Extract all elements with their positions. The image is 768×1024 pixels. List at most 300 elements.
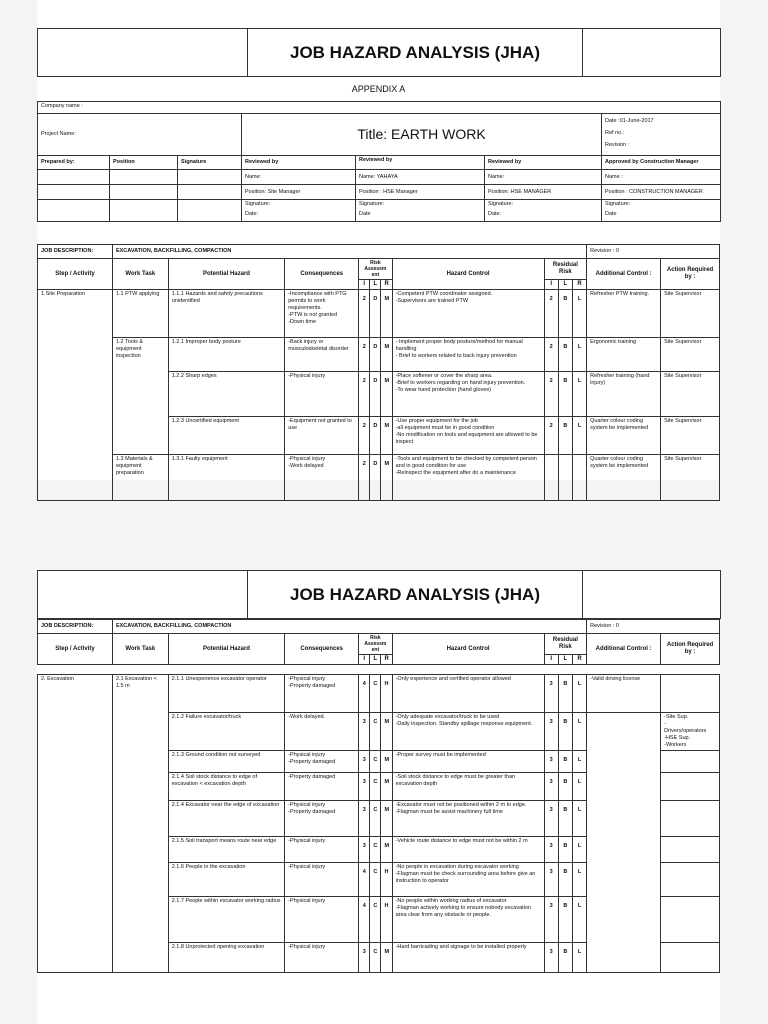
cell-l: [370, 837, 381, 863]
approved-by-label: Approved by Construction Manager: [602, 156, 721, 170]
date-label: Date: [605, 211, 617, 217]
cell-add: [587, 290, 661, 338]
cell-action: [661, 751, 720, 773]
cell-cons: [285, 372, 359, 417]
cell-l: [370, 897, 381, 943]
cell-text: 2.1.8 Unprotected opening excavation: [171, 944, 265, 950]
col-res-r: R: [572, 280, 586, 290]
doc-revision: Revision :: [605, 142, 630, 148]
cell-text: M: [384, 461, 390, 467]
cell-r: [381, 372, 392, 417]
cell-text: 2: [362, 461, 366, 467]
cell-add: [587, 713, 661, 973]
cell-cons: [285, 455, 359, 501]
cell-rr: [572, 863, 586, 897]
cell-r: [381, 801, 392, 837]
cell-action: [661, 455, 720, 501]
cell-text: 2: [549, 378, 553, 384]
cell-action: [661, 372, 720, 417]
cell-hazard: [168, 943, 285, 973]
cell-text: -Proper survey must be implemented: [395, 752, 486, 758]
cell-rr: [572, 773, 586, 801]
cell-text: B: [563, 949, 568, 955]
cell-rl: [558, 290, 572, 338]
cell-action: [661, 713, 720, 751]
cell-ri: [544, 713, 558, 751]
cell-text: B: [563, 807, 568, 813]
cell-rl: [558, 943, 572, 973]
col-res-r-2: R: [572, 655, 586, 665]
sig-label: Signature:: [245, 201, 271, 207]
cell-task: [112, 338, 168, 455]
cell-hazard: [168, 773, 285, 801]
cell-text: D: [373, 423, 378, 429]
cell-text: M: [384, 757, 390, 763]
col-consequences: Consequences: [285, 259, 359, 290]
cell-l: [370, 713, 381, 751]
cell-rl: [558, 837, 572, 863]
cell-text: -Vehicle route distance to edge must not be within 2 m: [395, 838, 528, 844]
cell-text: 1.2 Tools & equipment inspection: [115, 339, 145, 359]
cell-i: [359, 897, 370, 943]
cell-ri: [544, 863, 558, 897]
cell-text: 2: [549, 344, 553, 350]
cell-text: -Competent PTW coordinator assigned. -Supervisors are trained PTW: [395, 291, 493, 304]
cell-step: [38, 675, 113, 973]
cell-rl: [558, 372, 572, 417]
cell-text: L: [577, 843, 582, 849]
cell-text: C: [373, 869, 378, 875]
cell-action: [661, 897, 720, 943]
cell-action: [661, 943, 720, 973]
cell-text: Quarter colour coding system be implemented: [590, 418, 649, 431]
cell-rr: [572, 455, 586, 501]
cell-r: [381, 417, 392, 455]
cell-add: [587, 372, 661, 417]
cell-text: 2: [549, 423, 553, 429]
col-residual-risk: Residual Risk: [544, 259, 587, 280]
cell-control: [392, 751, 544, 773]
col-i: I: [359, 280, 370, 290]
reviewer-3-signature: [485, 200, 602, 222]
cell-control: [392, 773, 544, 801]
cell-text: C: [373, 757, 378, 763]
cell-l: [370, 675, 381, 713]
cell-cons: [285, 773, 359, 801]
cell-text: M: [384, 807, 390, 813]
cell-text: 2: [549, 296, 553, 302]
cell-text: 2.1.7 People within excavator working radius: [171, 898, 281, 904]
cell-text: 3: [362, 779, 366, 785]
cell-text: M: [384, 344, 390, 350]
approver-signature: [602, 200, 721, 222]
project-name-label: Project Name:: [38, 114, 242, 156]
cell-text: 2: [362, 296, 366, 302]
cell-l: [370, 863, 381, 897]
cell-text: D: [373, 461, 378, 467]
reviewer-3-position: Position: HSE MANAGER: [485, 185, 602, 200]
sig-label: Signature:: [488, 201, 514, 207]
cell-rl: [558, 675, 572, 713]
approver-name: Name :: [602, 170, 721, 185]
appendix-label: APPENDIX A: [351, 84, 406, 94]
cell-text: B: [563, 903, 568, 909]
cell-text: -Physical injury: [288, 838, 326, 844]
doc-ref: Ref no.:: [605, 130, 625, 136]
cell-cons: [285, 837, 359, 863]
cell-text: H: [384, 869, 389, 875]
cell-text: L: [577, 869, 582, 875]
cell-text: 2: [362, 344, 366, 350]
cell-l: [370, 455, 381, 501]
cell-text: B: [563, 719, 568, 725]
cell-hazard: [168, 863, 285, 897]
cell-text: Ergonomic training: [590, 339, 637, 345]
date-label: Date: [359, 211, 371, 217]
cell-hazard: [168, 417, 285, 455]
table-row: [38, 290, 720, 338]
cell-ri: [544, 837, 558, 863]
col-step-2: Step / Activity: [38, 634, 113, 665]
cell-text: M: [384, 843, 390, 849]
cell-ri: [544, 417, 558, 455]
cell-i: [359, 751, 370, 773]
cell-l: [370, 338, 381, 372]
cell-text: D: [373, 344, 378, 350]
revision-label-2: Revision : 0: [587, 620, 720, 634]
cell-l: [370, 290, 381, 338]
signature-label: Signature: [178, 156, 242, 170]
cell-text: 3: [362, 719, 366, 725]
cell-add: [587, 675, 661, 713]
cell-hazard: [168, 801, 285, 837]
cell-text: 1.1.1 Hazards and safety precautions unidentified: [171, 291, 265, 304]
cell-text: C: [373, 779, 378, 785]
cell-ri: [544, 773, 558, 801]
cell-cons: [285, 417, 359, 455]
cell-rr: [572, 290, 586, 338]
cell-text: 2. Excavation: [41, 676, 75, 682]
cell-text: 1.1 PTW applying: [115, 291, 160, 297]
cell-action: [661, 675, 720, 713]
col-res-i: I: [544, 280, 558, 290]
cell-text: 1.Site Preparation: [41, 291, 86, 297]
cell-text: L: [577, 344, 582, 350]
cell-text: D: [373, 296, 378, 302]
cell-i: [359, 943, 370, 973]
cell-task: [112, 290, 168, 338]
cell-text: Site Supervisor: [664, 456, 702, 462]
cell-ri: [544, 455, 558, 501]
jha-table-2: [37, 619, 720, 973]
cell-text: L: [577, 378, 582, 384]
cell-text: M: [384, 779, 390, 785]
cell-text: B: [563, 869, 568, 875]
page-2: [37, 570, 720, 1024]
cell-ri: [544, 338, 558, 372]
cell-text: 4: [362, 681, 366, 687]
prepared-by-label: Prepared by:: [38, 156, 110, 170]
cell-text: C: [373, 807, 378, 813]
cell-action: [661, 801, 720, 837]
col-risk-assessment: Risk Assessm ent: [359, 259, 392, 280]
date-label: Date:: [245, 211, 259, 217]
cell-text: C: [373, 949, 378, 955]
col-potential-hazard-2: Potential Hazard: [168, 634, 285, 665]
cell-text: -Property damaged: [288, 774, 336, 780]
cell-text: H: [384, 681, 389, 687]
cell-text: -Work delayed.: [288, 714, 326, 720]
cell-text: 1.3 Materials & equipment preparation: [115, 456, 155, 476]
cell-text: L: [577, 719, 582, 725]
cell-l: [370, 773, 381, 801]
col-work-task-2: Work Task: [112, 634, 168, 665]
col-hazard-control-2: Hazard Control: [392, 634, 544, 665]
col-consequences-2: Consequences: [285, 634, 359, 665]
cell-i: [359, 417, 370, 455]
document-title: [242, 114, 602, 156]
cell-text: 2.1.4 Soil stock distance to edge of excavation < excavation depth: [171, 774, 259, 787]
cell-text: 3: [549, 807, 553, 813]
col-hazard-control: Hazard Control: [392, 259, 544, 290]
cell-rr: [572, 417, 586, 455]
job-description-label-2: JOB DESCRIPTION:: [38, 620, 113, 634]
cell-text: 2.1.1 Unexperience excavator operator: [171, 676, 267, 682]
cell-action: [661, 773, 720, 801]
job-description-label: JOB DESCRIPTION:: [38, 245, 113, 259]
cell-i: [359, 455, 370, 501]
cell-i: [359, 773, 370, 801]
cell-text: -Only experience and certified operator allowed: [395, 676, 511, 682]
cell-text: B: [563, 757, 568, 763]
cell-hazard: [168, 372, 285, 417]
cell-rr: [572, 837, 586, 863]
cell-text: -Physical injury: [288, 944, 326, 950]
cell-text: 2.1.6 People in the excavation: [171, 864, 246, 870]
cell-rl: [558, 801, 572, 837]
cell-text: 3: [362, 949, 366, 955]
table-row: [38, 338, 720, 372]
cell-rl: [558, 455, 572, 501]
cell-text: 3: [549, 869, 553, 875]
cell-rr: [572, 372, 586, 417]
cell-control: [392, 943, 544, 973]
cell-control: [392, 455, 544, 501]
cell-cons: [285, 290, 359, 338]
cell-text: 2.1.4 Excavator near the edge of excavation: [171, 802, 280, 808]
cell-rl: [558, 897, 572, 943]
cell-text: L: [577, 807, 582, 813]
cell-text: Quarter colour coding system be implemented: [590, 456, 649, 469]
page-heading-2: JOB HAZARD ANALYSIS (JHA): [248, 571, 583, 619]
cell-task: [112, 455, 168, 501]
cell-i: [359, 372, 370, 417]
cell-control: [392, 338, 544, 372]
cell-text: M: [384, 949, 390, 955]
col-res-l-2: L: [558, 655, 572, 665]
cell-text: 3: [362, 757, 366, 763]
cell-text: Refresher training (hand injury): [590, 373, 651, 386]
cell-control: [392, 801, 544, 837]
cell-text: M: [384, 719, 390, 725]
cell-hazard: [168, 675, 285, 713]
cell-l: [370, 417, 381, 455]
cell-text: -Excavator must not be positioned within 2 m to edge. -Flagman must be assist machinery full time: [395, 802, 527, 815]
cell-text: 2.1.5 Soil transport means route near edge: [171, 838, 277, 844]
cell-rr: [572, 801, 586, 837]
cell-text: B: [563, 779, 568, 785]
cell-i: [359, 338, 370, 372]
cell-rl: [558, 773, 572, 801]
cell-text: Site Supervisor: [664, 418, 702, 424]
cell-add: [587, 455, 661, 501]
cell-l: [370, 751, 381, 773]
col-potential-hazard: Potential Hazard: [168, 259, 285, 290]
col-action-required-2: Action Required by :: [661, 634, 720, 665]
reviewer-2-position: Position : HSE Manager: [356, 185, 485, 200]
cell-text: -No people in excavation during excavator working -Flagman must be check surrounding area before give an instruction to operator: [395, 864, 536, 884]
cell-text: L: [577, 296, 582, 302]
cell-text: 3: [549, 719, 553, 725]
table-row: [38, 675, 720, 713]
cell-text: 1.2.1 Improper body posture: [171, 339, 241, 345]
cell-rr: [572, 675, 586, 713]
approver-position: Position : CONSTRUCTION MANAGER: [602, 185, 721, 200]
cell-text: -Site Sup. - Drivers/operators -HSE Sup. -Workers: [664, 714, 707, 748]
cell-control: [392, 897, 544, 943]
cell-text: 3: [549, 843, 553, 849]
cell-cons: [285, 713, 359, 751]
cell-text: L: [577, 949, 582, 955]
cell-i: [359, 801, 370, 837]
cell-rr: [572, 713, 586, 751]
cell-text: 3: [362, 807, 366, 813]
col-i-2: I: [359, 655, 370, 665]
cell-text: L: [577, 779, 582, 785]
cell-action: [661, 417, 720, 455]
cell-r: [381, 338, 392, 372]
header-table-2: [37, 570, 721, 619]
cell-action: [661, 338, 720, 372]
cell-rl: [558, 417, 572, 455]
cell-cons: [285, 943, 359, 973]
cell-text: 2.1 Excavation < 1.5 m: [115, 676, 159, 689]
position-label: Position: [110, 156, 178, 170]
cell-rl: [558, 751, 572, 773]
cell-text: -Hard barricading and signage to be installed properly: [395, 944, 527, 950]
cell-text: -Physical injury -Property damaged: [288, 752, 336, 765]
cell-text: C: [373, 903, 378, 909]
col-work-task: Work Task: [112, 259, 168, 290]
col-residual-risk-2: Residual Risk: [544, 634, 587, 655]
cell-text: -Place softener or cover the sharp area. -Brief to workers regarding on hand injury prevention. -To wear hand protection (hand gloves): [395, 373, 526, 393]
cell-task: [112, 675, 168, 973]
cell-text: L: [577, 757, 582, 763]
cell-text: -Incompliance with PTG permits to work requirements. -PTW is not granted -Down time: [288, 291, 347, 325]
cell-text: 3: [362, 843, 366, 849]
col-step: Step / Activity: [38, 259, 113, 290]
cell-rr: [572, 943, 586, 973]
cell-ri: [544, 751, 558, 773]
cell-text: -Back injury or musculoskeletal disorder: [288, 339, 349, 352]
cell-text: L: [577, 423, 582, 429]
cell-control: [392, 372, 544, 417]
cell-text: B: [563, 843, 568, 849]
cell-text: -No people within working radius of excavator -Flagman actively working to ensure nobody excavation area clear from any obstacle or people.: [395, 898, 532, 918]
cell-hazard: [168, 713, 285, 751]
cell-r: [381, 943, 392, 973]
reviewer-1-position: Position: Site Manager: [242, 185, 356, 200]
cell-r: [381, 675, 392, 713]
cell-ri: [544, 801, 558, 837]
cell-text: M: [384, 423, 390, 429]
cell-hazard: [168, 455, 285, 501]
cell-text: Site Supervisor: [664, 291, 702, 297]
col-action-required: Action Required by :: [661, 259, 720, 290]
cell-ri: [544, 290, 558, 338]
cell-text: B: [563, 344, 568, 350]
cell-action: [661, 837, 720, 863]
cell-text: -Physical injury -Property damaged: [288, 802, 336, 815]
cell-i: [359, 675, 370, 713]
cell-text: B: [563, 423, 568, 429]
col-additional-control-2: Additional Control :: [587, 634, 661, 665]
cell-r: [381, 290, 392, 338]
cell-text: 2.1.2 Failure excavator/truck: [171, 714, 242, 720]
jha-table-1: [37, 244, 720, 501]
title-value: : EARTH WORK: [383, 126, 486, 142]
cell-text: Site Supervisor: [664, 373, 702, 379]
cell-i: [359, 290, 370, 338]
title-prefix: Title: [357, 126, 384, 142]
cell-text: -Tools and equipment to be checked by competent person and in good condition for use -Reinspect the equipment after do a maintenance: [395, 456, 537, 476]
reviewed-by-label-2: Reviewed by: [356, 156, 485, 170]
cell-cons: [285, 338, 359, 372]
reviewer-2-signature: [356, 200, 485, 222]
cell-r: [381, 837, 392, 863]
cell-control: [392, 417, 544, 455]
cell-cons: [285, 801, 359, 837]
cell-rl: [558, 863, 572, 897]
cell-cons: [285, 863, 359, 897]
cell-text: -Physical injury -Work delayed: [288, 456, 326, 469]
cell-control: [392, 675, 544, 713]
cell-text: - Implement proper body posture/method for manual handling - Brief to workers related to back injury prevention: [395, 339, 523, 359]
col-l-2: L: [370, 655, 381, 665]
cell-text: 3: [549, 757, 553, 763]
cell-hazard: [168, 338, 285, 372]
cell-control: [392, 837, 544, 863]
reviewed-by-label-3: Reviewed by: [485, 156, 602, 170]
cell-hazard: [168, 837, 285, 863]
cell-l: [370, 372, 381, 417]
cell-r: [381, 863, 392, 897]
reviewer-1-name: Name:: [242, 170, 356, 185]
cell-text: 3: [549, 681, 553, 687]
cell-cons: [285, 675, 359, 713]
revision-label: Revision : 0: [587, 245, 720, 259]
cell-l: [370, 801, 381, 837]
cell-action: [661, 863, 720, 897]
cell-text: L: [577, 903, 582, 909]
cell-i: [359, 713, 370, 751]
cell-control: [392, 863, 544, 897]
cell-text: -Valid driving license: [590, 676, 641, 682]
cell-text: -Physical injury: [288, 864, 326, 870]
cell-text: 4: [362, 869, 366, 875]
page-heading: JOB HAZARD ANALYSIS (JHA): [248, 29, 583, 77]
cell-text: -Physical injury: [288, 898, 326, 904]
